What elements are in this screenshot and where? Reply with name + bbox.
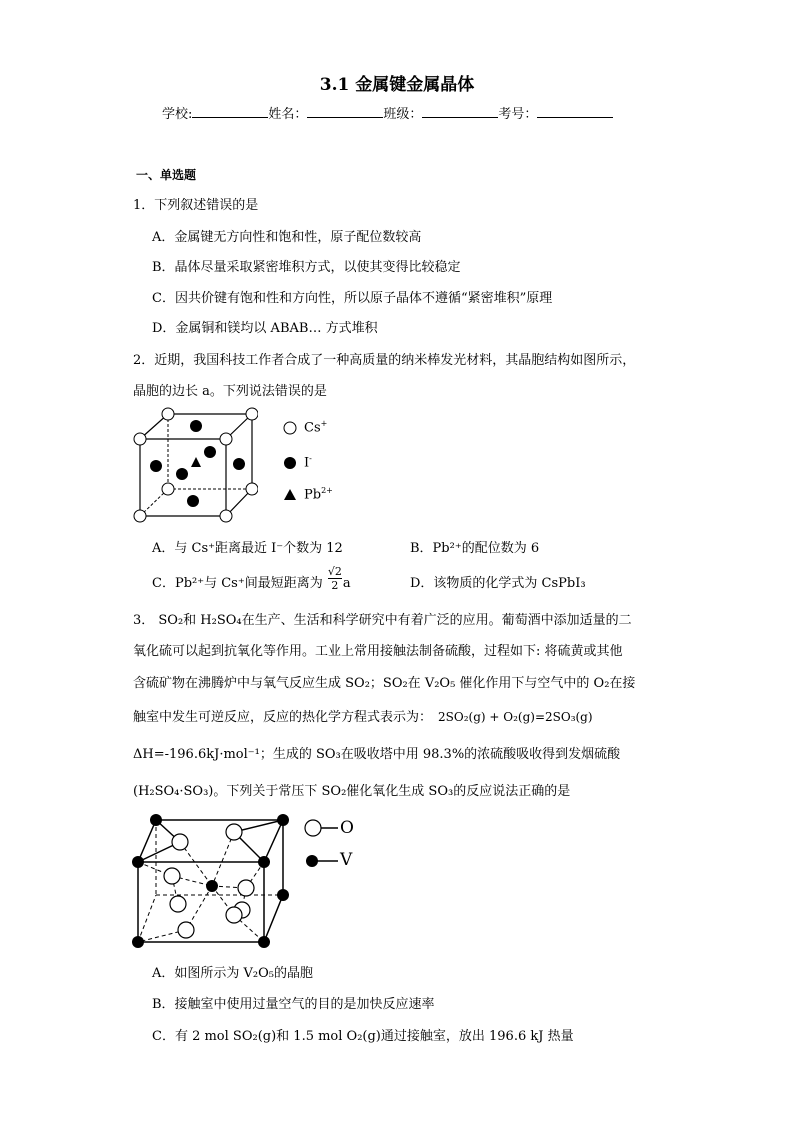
q1-option-b: B．晶体尽量采取紧密堆积方式，以使其变得比较稳定 (152, 260, 461, 275)
q1-stem: 1．下列叙述错误的是 (133, 198, 259, 213)
q2-option-c (152, 565, 351, 592)
q3-option-a: A．如图所示为 V₂O₅的晶胞 (152, 966, 313, 981)
v2o5-unit-cell-diagram (130, 810, 295, 955)
page-title: 3.1 金属键金属晶体 (319, 75, 475, 95)
legend-i-charge: - (309, 454, 312, 463)
legend-cs-ion-icon (282, 420, 298, 436)
perovskite-unit-cell-diagram (128, 404, 258, 529)
legend-pb-symbol: Pb (304, 487, 322, 503)
q3-stem-line1: 3． SO₂和 H₂SO₄在生产、生活和科学研究中有着广泛的应用。葡萄酒中添加适量的二 (133, 613, 632, 628)
legend-v-label: V (340, 850, 353, 870)
fraction-denominator: 2 (331, 579, 339, 592)
q3-stem-line5: ΔH=-196.6kJ·mol⁻¹；生成的 SO₃在吸收塔中用 98.3%的浓硫酸吸收得到发烟硫酸 (133, 747, 621, 762)
school-blank (192, 105, 268, 118)
q2-option-c-text: C．Pb²⁺与 Cs⁺间最短距离为 (152, 576, 323, 591)
legend-o-label: O (340, 818, 354, 838)
legend-cs-symbol: Cs (304, 420, 321, 436)
q2-stem-line1: 2．近期，我国科技工作者合成了一种高质量的纳米棒发光材料，其晶胞结构如图所示， (133, 353, 636, 368)
class-blank (422, 105, 498, 118)
q3-option-b: B．接触室中使用过量空气的目的是加快反应速率 (152, 997, 435, 1012)
q2-option-a: A．与 Cs⁺距离最近 I⁻个数为 12 (152, 541, 343, 556)
legend-i-symbol: I (304, 455, 310, 471)
q3-stem-line4-text: 触室中发生可逆反应，反应的热化学方程式表示为： (133, 710, 433, 725)
q3-stem-line4 (133, 706, 593, 725)
thermochemical-equation: 2SO₂(g) + O₂(g)=2SO₃(g) (438, 710, 593, 724)
legend-pb-label (304, 486, 333, 502)
q3-stem-line3: 含硫矿物在沸腾炉中与氧气反应生成 SO₂；SO₂在 V₂O₅ 催化作用下与空气中的 O₂在接 (133, 676, 636, 691)
q1-option-d: D．金属铜和镁均以 ABAB… 方式堆积 (152, 321, 378, 336)
class-label: 班级： (383, 107, 423, 122)
q2-stem-line2: 晶胞的边长 a。下列说法错误的是 (133, 384, 327, 399)
q3-option-c: C．有 2 mol SO₂(g)和 1.5 mol O₂(g)通过接触室，放出 196.6 kJ 热量 (152, 1029, 574, 1044)
q2-option-c-unit: a (342, 576, 351, 591)
fraction-sqrt2-over-2 (328, 565, 342, 592)
q2-option-d: D．该物质的化学式为 CsPbI₃ (410, 576, 586, 591)
legend-v-atom-icon (304, 851, 340, 871)
q3-stem-line6: (H₂SO₄·SO₃)。下列关于常压下 SO₂催化氧化生成 SO₃的反应说法正确的是 (133, 784, 571, 799)
legend-i-ion-icon (282, 455, 298, 471)
exam-no-label: 考号： (498, 107, 538, 122)
exam-no-blank (537, 105, 613, 118)
q2-option-b: B．Pb²⁺的配位数为 6 (410, 541, 540, 556)
section-title: 一、单选题 (136, 168, 197, 182)
name-blank (307, 105, 383, 118)
q3-stem-line2: 氧化硫可以起到抗氧化等作用。工业上常用接触法制备硫酸，过程如下: 将硫黄或其他 (133, 644, 623, 659)
student-info-row (162, 103, 613, 122)
legend-pb-charge: 2+ (321, 486, 333, 495)
name-label: 姓名： (268, 107, 308, 122)
legend-cs-charge: + (320, 419, 328, 428)
legend-cs-label (304, 419, 327, 435)
q1-option-c: C．因共价键有饱和性和方向性，所以原子晶体不遵循“紧密堆积”原理 (152, 291, 553, 306)
fraction-numerator: √2 (327, 565, 342, 578)
school-label: 学校: (162, 107, 193, 122)
legend-o-atom-icon (302, 817, 342, 839)
q1-option-a: A．金属键无方向性和饱和性，原子配位数较高 (152, 230, 422, 245)
legend-pb-ion-icon (282, 487, 298, 503)
legend-i-label (304, 454, 312, 470)
